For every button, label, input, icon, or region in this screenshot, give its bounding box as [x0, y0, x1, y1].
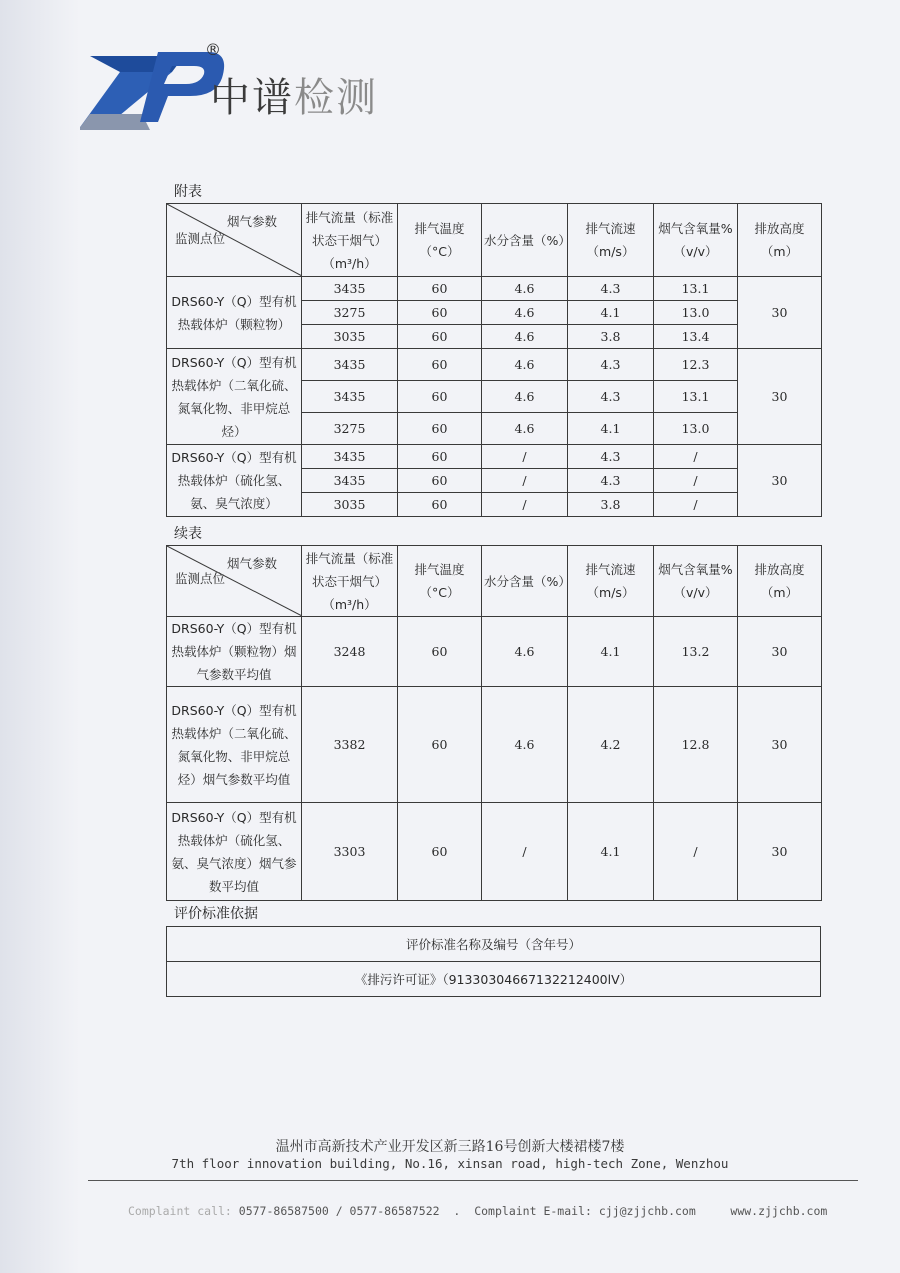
data-cell: 4.3	[568, 349, 654, 381]
data-cell: 3303	[302, 803, 398, 901]
column-header: 水分含量（%）	[482, 546, 568, 617]
data-cell: 3248	[302, 617, 398, 687]
table-row	[167, 803, 822, 901]
data-cell: 3435	[302, 445, 398, 469]
contact-gap	[696, 1204, 731, 1218]
data-cell: 60	[398, 413, 482, 445]
data-cell: 13.1	[654, 277, 738, 301]
column-header: 排气温度（°C）	[398, 204, 482, 277]
footer-address-en: 7th floor innovation building, No.16, xinsan road, high-tech Zone, Wenzhou	[171, 1156, 729, 1171]
corner-label-top: 烟气参数	[226, 556, 277, 571]
standard-value: 《排污许可证》（91330304667132212400lV）	[167, 962, 821, 997]
data-cell: /	[654, 493, 738, 517]
table2-title: 续表	[174, 526, 202, 542]
footer-contact	[128, 1204, 828, 1218]
monitoring-point: DRS60-Y（Q）型有机热载体炉（硫化氢、氨、臭气浓度）	[167, 445, 302, 517]
data-cell: 3382	[302, 687, 398, 803]
column-header: 排气流速（m/s）	[568, 546, 654, 617]
column-header: 水分含量（%）	[482, 204, 568, 277]
data-cell: 13.0	[654, 301, 738, 325]
emission-height: 30	[738, 349, 822, 445]
company-name-part-b: 检测	[294, 75, 378, 121]
data-cell: 3275	[302, 413, 398, 445]
monitoring-point: DRS60-Y（Q）型有机热载体炉（颗粒物）	[167, 277, 302, 349]
data-cell: 3.8	[568, 325, 654, 349]
monitoring-point: DRS60-Y（Q）型有机热载体炉（二氧化硫、氮氧化物、非甲烷总烃）	[167, 349, 302, 445]
emission-height: 30	[738, 445, 822, 517]
data-cell: 4.6	[482, 687, 568, 803]
data-cell: 4.6	[482, 617, 568, 687]
table1-title: 附表	[174, 184, 202, 200]
data-cell: 3435	[302, 349, 398, 381]
column-header: 排气流速（m/s）	[568, 204, 654, 277]
table1-header-row	[167, 204, 822, 277]
monitoring-point: DRS60-Y（Q）型有机热载体炉（颗粒物）烟气参数平均值	[167, 617, 302, 687]
complaint-email: cjj@zjjchb.com	[598, 1204, 696, 1218]
data-cell: 3435	[302, 469, 398, 493]
footer-divider	[88, 1180, 858, 1181]
standard-header: 评价标准名称及编号（含年号）	[167, 927, 821, 962]
data-cell: 60	[398, 445, 482, 469]
data-cell: 13.0	[654, 413, 738, 445]
registered-mark: ®	[205, 40, 221, 59]
data-cell: 3435	[302, 381, 398, 413]
complaint-call-label: Complaint call:	[128, 1204, 239, 1218]
data-cell: /	[482, 469, 568, 493]
complaint-call: 0577-86587500 / 0577-86587522	[238, 1204, 440, 1218]
data-cell: 4.6	[482, 325, 568, 349]
column-header: 排放高度（m）	[738, 204, 822, 277]
data-cell: 4.3	[568, 381, 654, 413]
company-name-part-a: 中谱	[210, 75, 294, 121]
monitoring-point: DRS60-Y（Q）型有机热载体炉（硫化氢、氨、臭气浓度）烟气参数平均值	[167, 803, 302, 901]
data-cell: 13.2	[654, 617, 738, 687]
standard-title: 评价标准依据	[174, 906, 258, 922]
data-cell: 4.6	[482, 301, 568, 325]
table-row	[167, 277, 822, 301]
data-cell: 60	[398, 493, 482, 517]
data-cell: 3.8	[568, 493, 654, 517]
data-cell: 4.6	[482, 277, 568, 301]
data-cell: 4.6	[482, 381, 568, 413]
data-cell: 4.1	[568, 301, 654, 325]
data-cell: 4.2	[568, 687, 654, 803]
website: www.zjjchb.com	[730, 1204, 828, 1218]
corner-label-top: 烟气参数	[226, 214, 277, 229]
table-row	[167, 349, 822, 381]
column-header: 排气温度（°C）	[398, 546, 482, 617]
column-header: 排放高度（m）	[738, 546, 822, 617]
column-header: 烟气含氧量%（v/v）	[654, 546, 738, 617]
data-cell: 12.3	[654, 349, 738, 381]
data-cell: 4.3	[568, 445, 654, 469]
data-cell: 4.1	[568, 803, 654, 901]
data-cell: 60	[398, 617, 482, 687]
data-cell: 4.3	[568, 469, 654, 493]
table-row	[167, 617, 822, 687]
data-cell: 60	[398, 687, 482, 803]
data-cell: 3435	[302, 277, 398, 301]
data-cell: 60	[398, 803, 482, 901]
data-cell: 3035	[302, 325, 398, 349]
standard-table	[166, 926, 821, 997]
data-cell: /	[482, 493, 568, 517]
data-cell: 60	[398, 349, 482, 381]
data-cell: /	[482, 803, 568, 901]
data-cell: 60	[398, 469, 482, 493]
data-cell: 3035	[302, 493, 398, 517]
data-cell: 30	[738, 803, 822, 901]
table-row	[167, 445, 822, 469]
data-cell: 13.4	[654, 325, 738, 349]
data-cell: /	[482, 445, 568, 469]
data-cell: /	[654, 803, 738, 901]
footer-address-cn: 温州市高新技术产业开发区新三路16号创新大楼裙楼7楼	[275, 1139, 625, 1155]
data-cell: 13.1	[654, 381, 738, 413]
emission-height: 30	[738, 277, 822, 349]
diagonal-header-cell	[167, 204, 302, 277]
corner-label-bottom: 监测点位	[175, 231, 226, 246]
data-cell: 4.3	[568, 277, 654, 301]
corner-label-bottom: 监测点位	[175, 571, 226, 586]
data-cell: 4.6	[482, 413, 568, 445]
continued-table	[166, 545, 822, 901]
data-cell: 60	[398, 325, 482, 349]
company-name	[210, 66, 378, 123]
data-cell: 12.8	[654, 687, 738, 803]
data-cell: 4.1	[568, 413, 654, 445]
table2-header-row	[167, 546, 822, 617]
data-cell: 3275	[302, 301, 398, 325]
data-cell: 4.6	[482, 349, 568, 381]
appendix-table	[166, 203, 822, 517]
data-cell: /	[654, 445, 738, 469]
contact-separator: .	[439, 1204, 475, 1218]
data-cell: 60	[398, 277, 482, 301]
data-cell: 60	[398, 381, 482, 413]
data-cell: 60	[398, 301, 482, 325]
table-row	[167, 687, 822, 803]
data-cell: /	[654, 469, 738, 493]
column-header: 烟气含氧量%（v/v）	[654, 204, 738, 277]
data-cell: 30	[738, 617, 822, 687]
data-cell: 4.1	[568, 617, 654, 687]
data-cell: 30	[738, 687, 822, 803]
complaint-email-label: Complaint E-mail:	[474, 1204, 599, 1218]
diagonal-header-cell	[167, 546, 302, 617]
column-header: 排气流量（标准状态干烟气）（m³/h）	[302, 204, 398, 277]
page-edge-shadow	[0, 0, 80, 1273]
monitoring-point: DRS60-Y（Q）型有机热载体炉（二氧化硫、氮氧化物、非甲烷总烃）烟气参数平均值	[167, 687, 302, 803]
column-header: 排气流量（标准状态干烟气）（m³/h）	[302, 546, 398, 617]
